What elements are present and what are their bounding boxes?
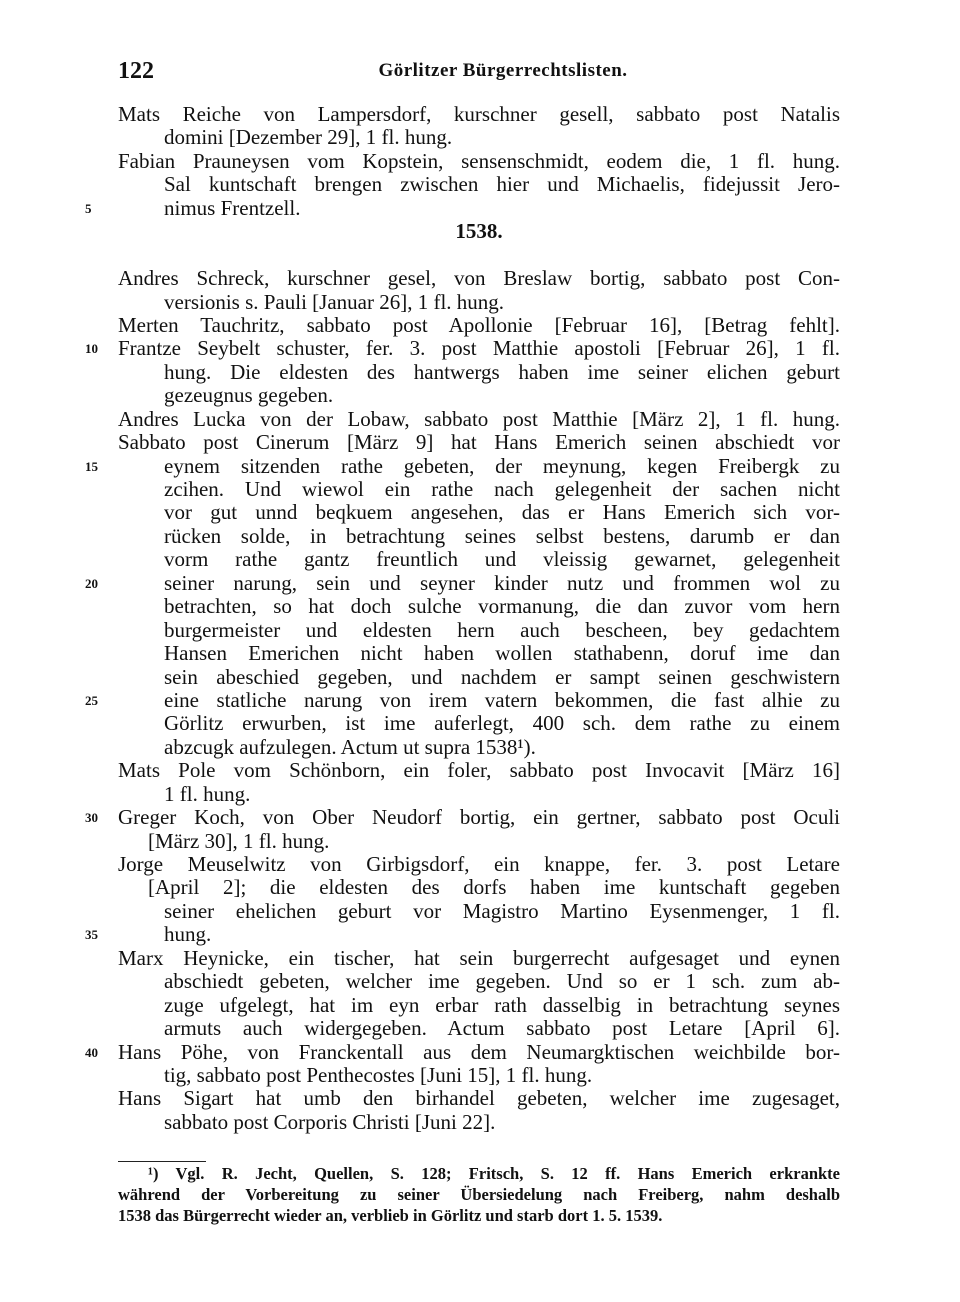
text-line	[118, 759, 840, 782]
line-text: versionis s. Pauli [Januar 26], 1 fl. hung.	[164, 289, 505, 314]
line-text: Sabbato post Cinerum [März 9] hat Hans Emerich seinen abschiedt vor	[118, 430, 840, 455]
text-line	[85, 687, 840, 712]
line-text: gezeugnus gegeben.	[164, 383, 334, 408]
line-text: Andres Schreck, kurschner gesel, von Breslaw bortig, sabbato post Con-	[118, 266, 840, 291]
text-line	[85, 195, 840, 220]
text-line	[85, 922, 840, 947]
text-line	[118, 103, 840, 126]
line-number: 10	[85, 341, 98, 357]
text-line	[118, 712, 840, 735]
line-text: [März 30], 1 fl. hung.	[148, 828, 330, 853]
text-line	[118, 970, 840, 993]
text-line	[85, 805, 840, 830]
text-line	[118, 736, 840, 759]
text-line	[118, 642, 840, 665]
line-text: abschiedt gebeten, welcher ime gegeben. Und so er 1 sch. zum ab-	[164, 969, 840, 994]
line-number: 5	[85, 200, 92, 216]
text-line	[118, 173, 840, 196]
text-line	[118, 1017, 840, 1040]
line-text: Hans Sigart hat umb den birhandel gebeten, welcher ime zugesaget,	[118, 1086, 840, 1111]
line-text: Sal kuntschaft brengen zwischen hier und Michaelis, fidejussit Jero-	[164, 172, 840, 197]
line-text: burgermeister und eldesten hern auch bescheen, bey gedachtem	[164, 617, 840, 642]
line-text: Mats Pole vom Schönborn, ein foler, sabbato post Invocavit [März 16]	[118, 758, 840, 783]
line-text: armuts auch widergegeben. Actum sabbato post Letare [April 6].	[164, 1016, 840, 1041]
line-text: zcihen. Und wiewol ein rathe nach gelegenheit der sachen nicht	[164, 477, 840, 501]
text-line	[118, 525, 840, 548]
text-line	[118, 431, 840, 454]
line-text: Mats Reiche von Lampersdorf, kurschner gesell, sabbato post Natalis	[118, 102, 840, 126]
line-text: Andres Lucka von der Lobaw, sabbato post Matthie [März 2], 1 fl. hung.	[118, 406, 840, 431]
page-number: 122	[118, 58, 154, 84]
line-text: Jorge Meuselwitz von Girbigsdorf, ein knappe, fer. 3. post Letare	[118, 852, 840, 876]
text-line	[118, 900, 840, 923]
line-text: Görlitz erwurben, ist ime auferlegt, 400 sch. dem rathe zu einem	[164, 711, 840, 736]
line-number: 30	[85, 810, 98, 826]
text-line	[118, 291, 840, 314]
line-text: 1538.	[455, 219, 503, 244]
line-text: Hans Pöhe, von Franckentall aus dem Neumargktischen weichbilde bor-	[118, 1039, 840, 1064]
text-line	[118, 220, 840, 243]
text-line	[118, 501, 840, 524]
text-line	[118, 876, 840, 899]
line-text: vor gut unnd beqkuem angesehen, das er Hans Emerich sich vor-	[164, 500, 840, 525]
line-number: 20	[85, 575, 98, 591]
line-number: 35	[85, 927, 98, 943]
line-text: eynem sitzenden rathe gebeten, der meynung, kegen Freibergk zu	[164, 453, 840, 478]
line-number: 40	[85, 1044, 98, 1060]
footnote-line: während der Vorbereitung zu seiner Übersiedelung nach Freiberg, nahm deshalb	[118, 1185, 840, 1204]
line-text: betrachten, so hat doch sulche vormanung, die dan zuvor vom hern	[164, 594, 840, 619]
line-number: 15	[85, 458, 98, 474]
line-text: sein abeschied gegeben, und nachdem er sampt seinen geschwistern	[164, 664, 840, 689]
text-line	[118, 783, 840, 806]
text-line	[85, 336, 840, 361]
text-line	[118, 1111, 840, 1134]
text-line	[118, 595, 840, 618]
line-text: seiner narung, sein und seyner kinder nutz und frommen wol zu	[164, 570, 840, 595]
line-text: Fabian Prauneysen vom Kopstein, sensenschmidt, eodem die, 1 fl. hung.	[118, 148, 840, 173]
footnote-rule	[118, 1161, 206, 1162]
text-line	[118, 150, 840, 173]
text-line	[85, 453, 840, 478]
line-text: domini [Dezember 29], 1 fl. hung.	[164, 125, 453, 150]
line-text: Merten Tauchritz, sabbato post Apollonie [Februar 16], [Betrag fehlt].	[118, 312, 840, 337]
text-line	[85, 1039, 840, 1064]
text-line	[118, 548, 840, 571]
text-line	[118, 1087, 840, 1110]
footnote-line: ¹) Vgl. R. Jecht, Quellen, S. 128; Fritsch, S. 12 ff. Hans Emerich erkrankte	[148, 1164, 840, 1183]
text-line	[118, 314, 840, 337]
line-text: abzcugk aufzulegen. Actum ut supra 1538¹).	[164, 734, 536, 759]
text-line	[118, 1064, 840, 1087]
text-line	[118, 994, 840, 1017]
line-text: hung. Die eldesten des hantwergs haben ime seiner elichen geburt	[164, 359, 840, 384]
text-line	[118, 361, 840, 384]
text-line	[118, 408, 840, 431]
line-text: hung.	[164, 922, 212, 947]
footnote	[118, 1163, 840, 1226]
text-line	[118, 947, 840, 970]
line-text: zuge ufgelegt, hat im eyn erbar rath dasselbig in betrachtung seynes	[164, 992, 840, 1017]
text-line	[118, 244, 840, 267]
text-line	[118, 666, 840, 689]
line-text: nimus Frentzell.	[164, 195, 301, 220]
line-text: Frantze Seybelt schuster, fer. 3. post Matthie apostoli [Februar 26], 1 fl.	[118, 336, 840, 361]
text-line	[118, 478, 840, 501]
text-line	[118, 853, 840, 876]
line-text: rücken solde, in betrachtung seines selbst bestens, darumb er dan	[164, 523, 840, 548]
page-header	[118, 58, 840, 88]
line-text: Greger Koch, von Ober Neudorf bortig, ein gertner, sabbato post Oculi	[118, 805, 840, 830]
text-line	[118, 126, 840, 149]
text-line	[118, 830, 840, 853]
line-text: tig, sabbato post Penthecostes [Juni 15], 1 fl. hung.	[164, 1062, 593, 1087]
line-text: [April 2]; die eldesten des dorfs haben ime kuntschaft gegeben	[148, 875, 840, 900]
main-text	[85, 102, 840, 1134]
line-text: eine statliche narung von irem vatern bekommen, die fast alhie zu	[164, 687, 840, 712]
line-text: Marx Heynicke, ein tischer, hat sein burgerrecht aufgesaget und eynen	[118, 945, 840, 970]
text-line	[118, 384, 840, 407]
text-line	[118, 267, 840, 290]
line-text: seiner ehelichen geburt vor Magistro Martino Eysenmenger, 1 fl.	[164, 898, 840, 923]
text-line	[85, 570, 840, 595]
text-line	[118, 619, 840, 642]
running-title: Görlitzer Bürgerrechtslisten.	[378, 60, 628, 81]
footnote-line: 1538 das Bürgerrecht wieder an, verblieb in Görlitz und starb dort 1. 5. 1539.	[118, 1206, 663, 1225]
line-text: Hansen Emerichen nicht haben wollen stathabenn, doruf ime dan	[164, 641, 840, 666]
line-number: 25	[85, 692, 98, 708]
line-text: vorm rathe gantz freuntlich und vleissig gewarnet, gelegenheit	[164, 547, 840, 572]
line-text: 1 fl. hung.	[164, 781, 251, 806]
line-text: sabbato post Corporis Christi [Juni 22].	[164, 1109, 496, 1134]
